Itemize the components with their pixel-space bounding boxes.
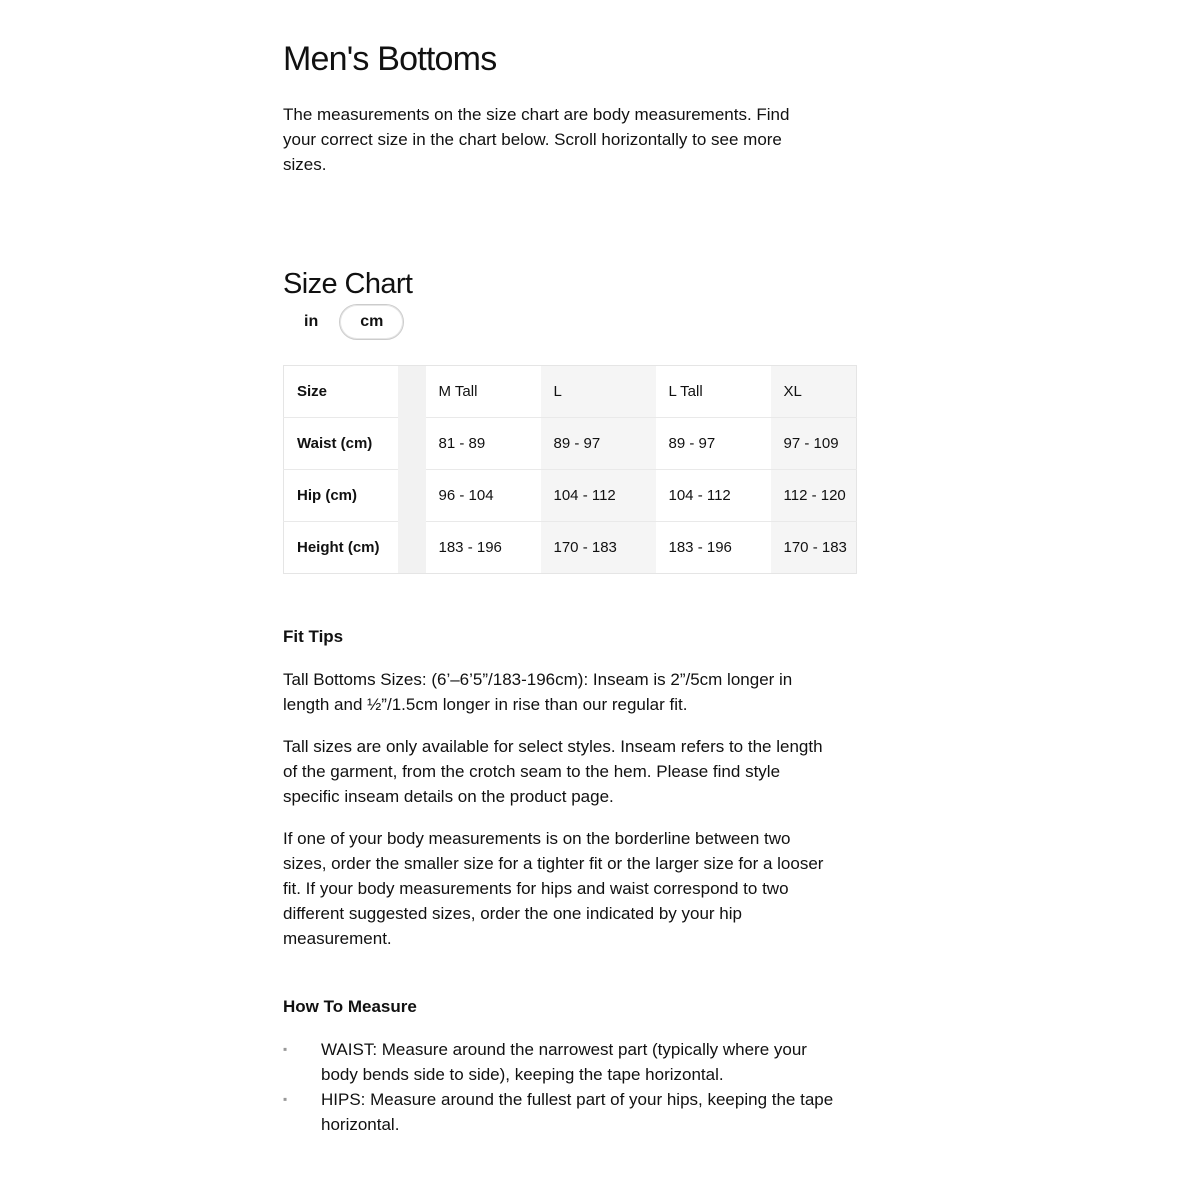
unit-inches-button[interactable]: in bbox=[283, 304, 339, 340]
column-header-l: L bbox=[541, 366, 656, 418]
column-divider bbox=[398, 470, 426, 522]
column-header-m-tall: M Tall bbox=[426, 366, 541, 418]
row-label-size: Size bbox=[284, 366, 398, 418]
column-header-xl: XL bbox=[771, 366, 857, 418]
page-title: Men's Bottoms bbox=[283, 40, 497, 78]
how-to-measure-heading: How To Measure bbox=[283, 997, 417, 1016]
fit-tip-paragraph: Tall sizes are only available for select styles. Inseam refers to the length of the garment, from the crotch seam to the hem. Please find style specific inseam details on the product page. bbox=[283, 737, 823, 806]
unit-cm-button[interactable]: cm bbox=[339, 304, 404, 340]
table-cell: 89 - 97 bbox=[541, 418, 656, 470]
table-cell: 170 - 183 bbox=[541, 522, 656, 574]
table-row-hip bbox=[284, 470, 857, 522]
column-divider bbox=[398, 418, 426, 470]
unit-toggle bbox=[283, 303, 858, 341]
row-label-waist: Waist (cm) bbox=[284, 418, 398, 470]
fit-tip-paragraph: Tall Bottoms Sizes: (6’–6’5”/183-196cm): Inseam is 2”/5cm longer in length and ½”/1.5cm longer in rise than our regular fit. bbox=[283, 670, 793, 714]
fit-tips-heading: Fit Tips bbox=[283, 627, 344, 646]
measure-list bbox=[283, 1037, 843, 1137]
column-divider bbox=[398, 366, 426, 418]
list-item bbox=[283, 1087, 843, 1137]
size-chart-table[interactable] bbox=[283, 365, 857, 574]
main-content bbox=[283, 38, 858, 1137]
table-cell: 112 - 120 bbox=[771, 470, 857, 522]
table-row-waist bbox=[284, 418, 857, 470]
table-cell: 96 - 104 bbox=[426, 470, 541, 522]
intro-text: The measurements on the size chart are body measurements. Find your correct size in the chart below. Scroll horizontally to see more sizes. bbox=[283, 105, 790, 174]
row-label-hip: Hip (cm) bbox=[284, 470, 398, 522]
table-cell: 170 - 183 bbox=[771, 522, 857, 574]
column-header-l-tall: L Tall bbox=[656, 366, 771, 418]
table-cell: 89 - 97 bbox=[656, 418, 771, 470]
table-row-height bbox=[284, 522, 857, 574]
list-item-text: HIPS: Measure around the fullest part of your hips, keeping the tape horizontal. bbox=[321, 1090, 834, 1134]
column-divider bbox=[398, 522, 426, 574]
fit-tip-paragraph: If one of your body measurements is on the borderline between two sizes, order the smaller size for a tighter fit or the larger size for a looser fit. If your body measurements for hips and waist correspond to two different suggested sizes, order the one indicated by your hip measurement. bbox=[283, 829, 824, 948]
list-item bbox=[283, 1037, 843, 1087]
table-cell: 183 - 196 bbox=[438, 539, 502, 556]
bullet-icon: ▪ bbox=[283, 1092, 288, 1106]
table-cell: 104 - 112 bbox=[656, 470, 771, 522]
table-cell: 81 - 89 bbox=[426, 418, 541, 470]
bullet-icon: ▪ bbox=[283, 1042, 288, 1056]
table-cell: 97 - 109 bbox=[771, 418, 857, 470]
table-cell: 183 - 196 bbox=[668, 539, 732, 556]
row-label-height: Height (cm) bbox=[297, 539, 380, 556]
size-chart-title: Size Chart bbox=[283, 268, 413, 300]
list-item-text: WAIST: Measure around the narrowest part (typically where your body bends side to side), keeping the tape horizontal. bbox=[321, 1040, 807, 1084]
table-cell: 104 - 112 bbox=[541, 470, 656, 522]
table-header-row bbox=[284, 366, 857, 418]
